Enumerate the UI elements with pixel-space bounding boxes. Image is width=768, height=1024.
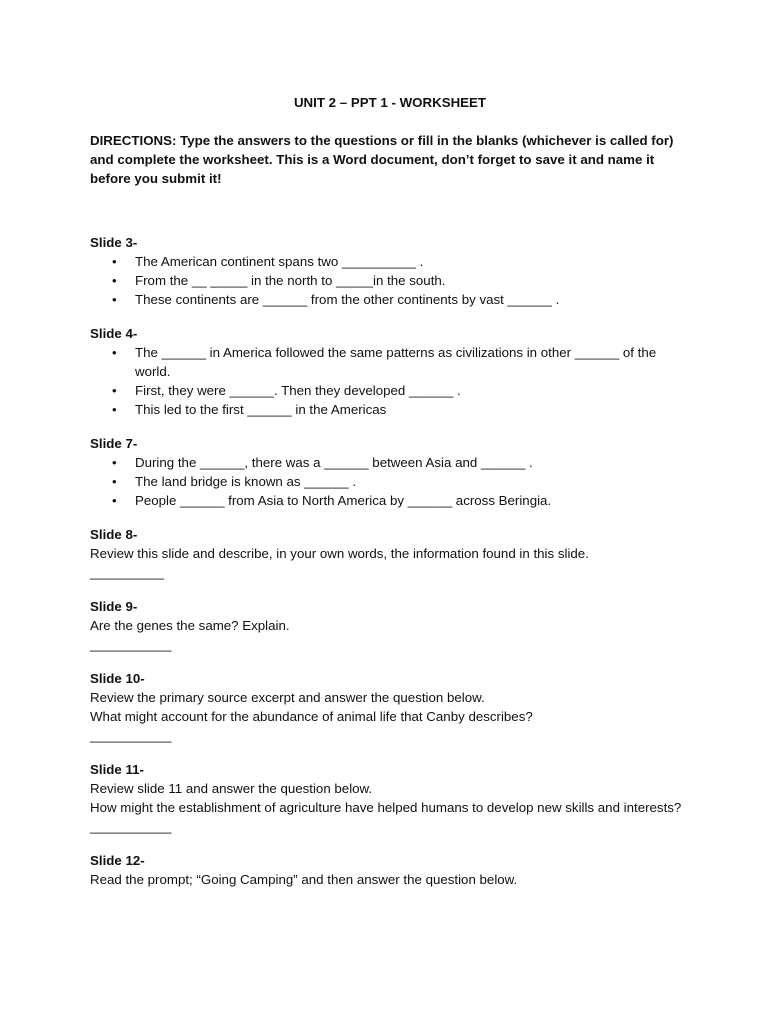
document-body (90, 93, 690, 904)
list-item-text: These continents are ______ from the other continents by vast ______ . (135, 292, 560, 307)
bullet-marker: • (112, 402, 117, 417)
answer-blank[interactable]: ___________ (90, 819, 172, 834)
question-text: What might account for the abundance of animal life that Canby describes? (90, 709, 533, 724)
section-slide-3 (90, 233, 690, 309)
section-slide-8 (90, 525, 690, 582)
question-text: Are the genes the same? Explain. (90, 618, 290, 633)
section-slide-7 (90, 434, 690, 510)
section-heading: Slide 3- (90, 235, 138, 250)
list-item-text: The land bridge is known as ______ . (135, 474, 357, 489)
section-heading: Slide 4- (90, 326, 138, 341)
bullet-marker: • (112, 345, 117, 360)
bullet-marker: • (112, 273, 117, 288)
section-heading: Slide 7- (90, 436, 138, 451)
instruction-text: Review the primary source excerpt and answer the question below. (90, 690, 485, 705)
bullet-marker: • (112, 292, 117, 307)
list-item (90, 453, 690, 472)
question-text: How might the establishment of agriculture have helped humans to develop new skills and interests? (90, 800, 682, 815)
list-item-text: People ______ from Asia to North America by ______ across Beringia. (135, 493, 552, 508)
answer-blank[interactable]: ___________ (90, 637, 172, 652)
bullet-list (90, 453, 690, 510)
directions-paragraph: DIRECTIONS: Type the answers to the questions or fill in the blanks (whichever is called for) and complete the worksheet. This is a Word document, don’t forget to save it and name it before you submit it! (90, 133, 674, 186)
list-item (90, 472, 690, 491)
list-item-text: The ______ in America followed the same patterns as civilizations in other ______ of the world. (135, 345, 657, 379)
bullet-list (90, 343, 690, 419)
bullet-marker: • (112, 455, 117, 470)
list-item (90, 381, 690, 400)
bullet-marker: • (112, 474, 117, 489)
list-item-text: This led to the first ______ in the Americas (135, 402, 387, 417)
section-heading: Slide 8- (90, 527, 138, 542)
list-item (90, 491, 690, 510)
instruction-text: Read the prompt; “Going Camping” and then answer the question below. (90, 872, 518, 887)
section-heading: Slide 10- (90, 671, 145, 686)
answer-blank[interactable]: __________ (90, 565, 164, 580)
list-item (90, 400, 690, 419)
section-slide-4 (90, 324, 690, 419)
list-item-text: First, they were ______. Then they developed ______ . (135, 383, 461, 398)
bullet-marker: • (112, 493, 117, 508)
question-text: Review this slide and describe, in your own words, the information found in this slide. (90, 546, 589, 561)
answer-blank[interactable]: ___________ (90, 728, 172, 743)
section-heading: Slide 11- (90, 762, 144, 777)
section-slide-10 (90, 669, 690, 745)
worksheet-title: UNIT 2 – PPT 1 - WORKSHEET (293, 95, 487, 110)
list-item-text: During the ______, there was a ______ between Asia and ______ . (135, 455, 533, 470)
bullet-list (90, 252, 690, 309)
list-item (90, 252, 690, 271)
list-item (90, 343, 690, 381)
section-slide-11 (90, 760, 690, 836)
list-item (90, 290, 690, 309)
list-item (90, 271, 690, 290)
instruction-text: Review slide 11 and answer the question below. (90, 781, 373, 796)
section-slide-9 (90, 597, 690, 654)
list-item-text: From the __ _____ in the north to _____in the south. (135, 273, 446, 288)
list-item-text: The American continent spans two __________ . (135, 254, 424, 269)
section-heading: Slide 9- (90, 599, 138, 614)
section-heading: Slide 12- (90, 853, 145, 868)
bullet-marker: • (112, 254, 117, 269)
bullet-marker: • (112, 383, 117, 398)
section-slide-12 (90, 851, 690, 889)
